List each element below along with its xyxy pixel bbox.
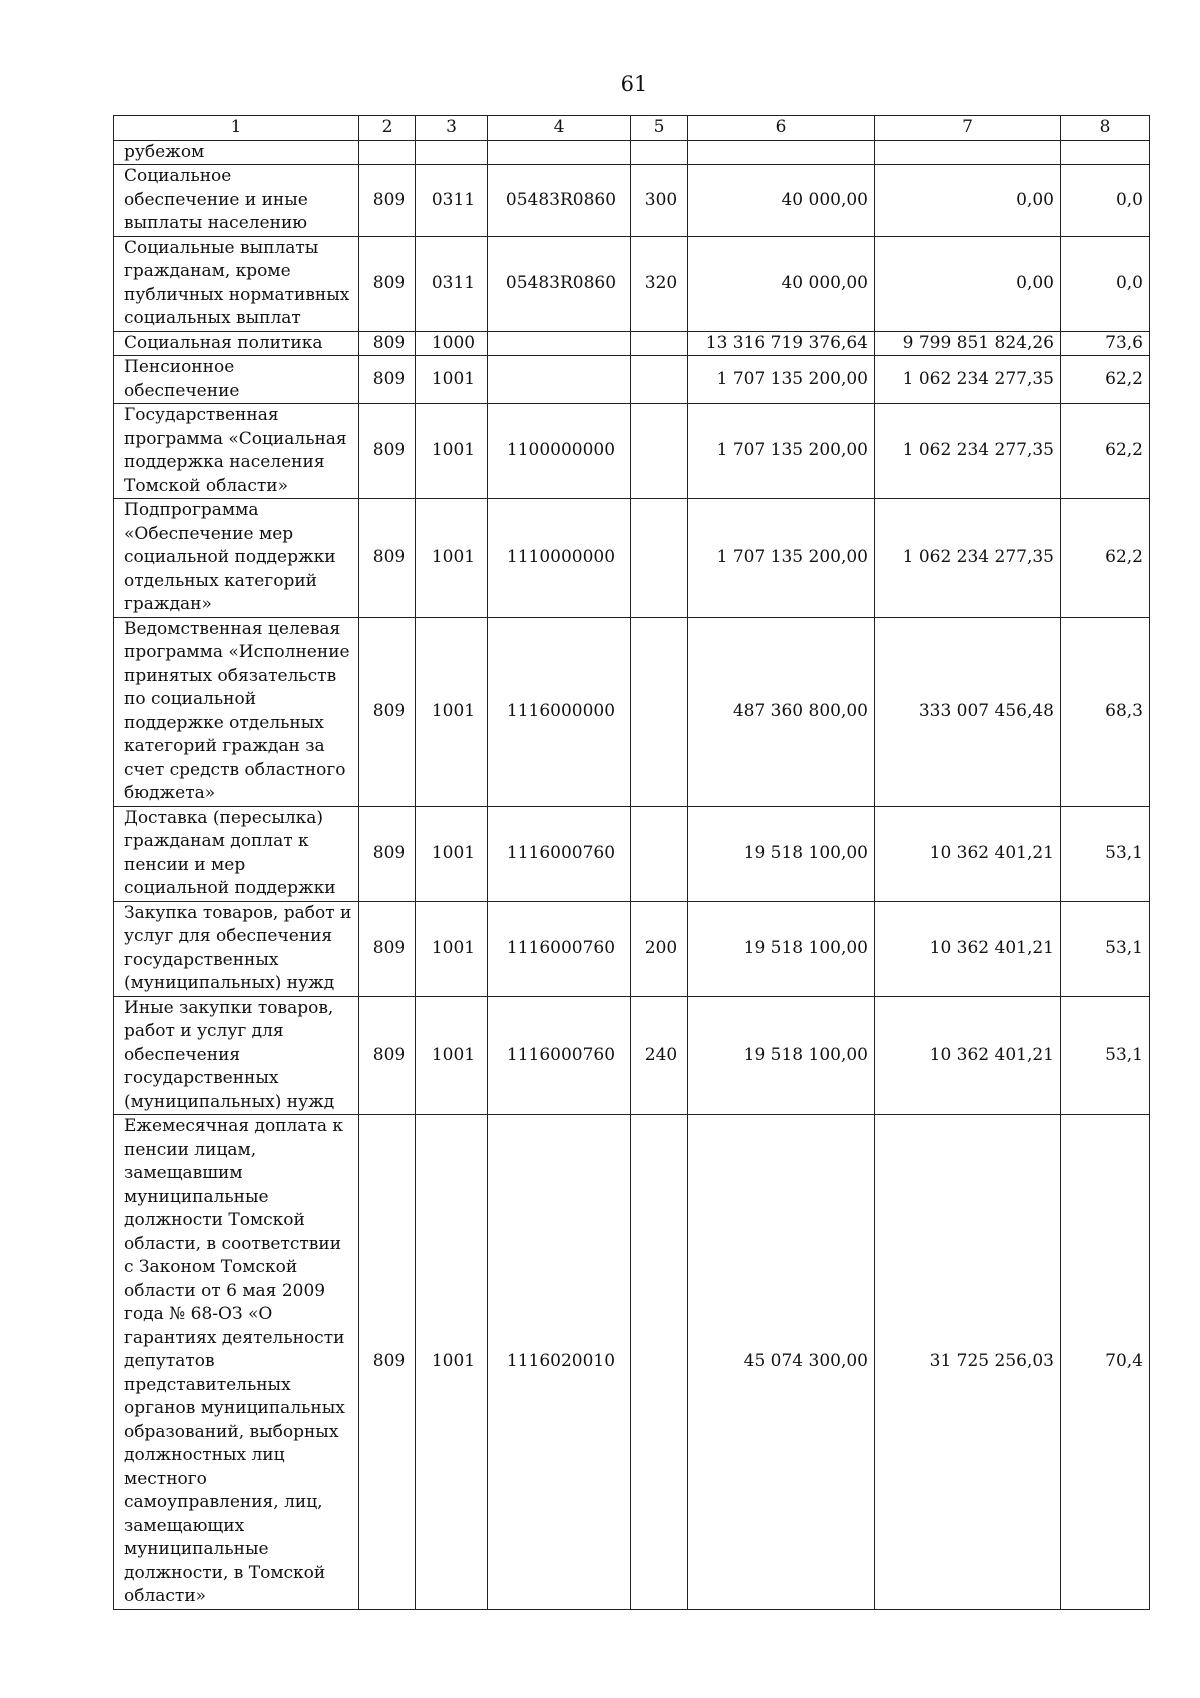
row-col-3: 1000	[416, 331, 488, 356]
row-name: рубежом	[114, 140, 359, 165]
row-col-4: 1116000760	[488, 996, 631, 1115]
row-col-7: 10 362 401,21	[875, 996, 1061, 1115]
row-col-2: 809	[359, 901, 416, 996]
row-col-3: 1001	[416, 1115, 488, 1610]
row-name: Доставка (пересылка) гражданам доплат к пенсии и мер социальной поддержки	[114, 806, 359, 901]
row-col-6	[688, 140, 875, 165]
row-col-4: 05483R0860	[488, 236, 631, 331]
row-col-2: 809	[359, 1115, 416, 1610]
header-cell-1: 1	[114, 116, 359, 141]
row-col-8: 62,2	[1061, 499, 1150, 618]
header-cell-6: 6	[688, 116, 875, 141]
row-name: Иные закупки товаров, работ и услуг для обеспечения государственных (муниципальных) нужд	[114, 996, 359, 1115]
table-row	[114, 331, 1150, 356]
row-col-8: 62,2	[1061, 356, 1150, 404]
row-col-8: 70,4	[1061, 1115, 1150, 1610]
table-row	[114, 901, 1150, 996]
row-col-8: 53,1	[1061, 901, 1150, 996]
row-col-7: 333 007 456,48	[875, 617, 1061, 806]
budget-table	[113, 115, 1150, 1610]
header-cell-7: 7	[875, 116, 1061, 141]
row-col-2: 809	[359, 996, 416, 1115]
row-col-2: 809	[359, 356, 416, 404]
row-name: Государственная программа «Социальная поддержка населения Томской области»	[114, 404, 359, 499]
row-col-4: 1100000000	[488, 404, 631, 499]
row-col-6: 40 000,00	[688, 236, 875, 331]
row-col-5: 300	[631, 165, 688, 237]
table-row	[114, 404, 1150, 499]
row-col-3: 1001	[416, 499, 488, 618]
row-name: Подпрограмма «Обеспечение мер социальной поддержки отдельных категорий граждан»	[114, 499, 359, 618]
row-col-5	[631, 356, 688, 404]
row-col-3: 0311	[416, 236, 488, 331]
row-col-2: 809	[359, 165, 416, 237]
header-cell-2: 2	[359, 116, 416, 141]
row-col-3: 1001	[416, 996, 488, 1115]
row-col-4: 1110000000	[488, 499, 631, 618]
table-row	[114, 806, 1150, 901]
table-row	[114, 236, 1150, 331]
row-name: Социальная политика	[114, 331, 359, 356]
row-col-2: 809	[359, 331, 416, 356]
row-col-3	[416, 140, 488, 165]
row-col-6: 40 000,00	[688, 165, 875, 237]
header-cell-3: 3	[416, 116, 488, 141]
row-col-6: 19 518 100,00	[688, 806, 875, 901]
row-col-6: 1 707 135 200,00	[688, 499, 875, 618]
row-col-5	[631, 1115, 688, 1610]
row-col-4	[488, 331, 631, 356]
row-col-5: 200	[631, 901, 688, 996]
row-col-7: 0,00	[875, 165, 1061, 237]
row-col-6: 45 074 300,00	[688, 1115, 875, 1610]
row-name: Социальное обеспечение и иные выплаты населению	[114, 165, 359, 237]
row-col-7: 1 062 234 277,35	[875, 404, 1061, 499]
row-col-5	[631, 404, 688, 499]
row-col-8: 53,1	[1061, 996, 1150, 1115]
row-col-4: 1116020010	[488, 1115, 631, 1610]
row-col-5	[631, 806, 688, 901]
row-col-5	[631, 617, 688, 806]
header-cell-4: 4	[488, 116, 631, 141]
row-col-2: 809	[359, 806, 416, 901]
row-col-5	[631, 499, 688, 618]
row-col-4: 1116000760	[488, 806, 631, 901]
row-col-4: 1116000000	[488, 617, 631, 806]
row-col-2: 809	[359, 617, 416, 806]
row-col-5	[631, 140, 688, 165]
row-col-7: 31 725 256,03	[875, 1115, 1061, 1610]
page-number: 61	[620, 72, 648, 96]
row-col-2: 809	[359, 499, 416, 618]
row-col-7: 1 062 234 277,35	[875, 499, 1061, 618]
row-col-5: 320	[631, 236, 688, 331]
row-col-4: 1116000760	[488, 901, 631, 996]
row-col-7: 1 062 234 277,35	[875, 356, 1061, 404]
row-name: Закупка товаров, работ и услуг для обеспечения государственных (муниципальных) нужд	[114, 901, 359, 996]
row-col-6: 19 518 100,00	[688, 996, 875, 1115]
row-col-6: 487 360 800,00	[688, 617, 875, 806]
row-col-8: 62,2	[1061, 404, 1150, 499]
header-cell-8: 8	[1061, 116, 1150, 141]
table-row	[114, 1115, 1150, 1610]
row-col-7: 9 799 851 824,26	[875, 331, 1061, 356]
row-name: Ежемесячная доплата к пенсии лицам, замещавшим муниципальные должности Томской области, в соответствии с Законом Томской области от 6 мая 2009 года № 68-ОЗ «О гарантиях деятельности депутатов представительных органов муниципальных образований, выборных должностных лиц местного самоуправления, лиц, замещающих муниципальные должности, в Томской области»	[114, 1115, 359, 1610]
table-row	[114, 499, 1150, 618]
row-col-7: 0,00	[875, 236, 1061, 331]
row-col-6: 19 518 100,00	[688, 901, 875, 996]
row-col-3: 1001	[416, 901, 488, 996]
row-name: Пенсионное обеспечение	[114, 356, 359, 404]
row-col-4	[488, 356, 631, 404]
table-row	[114, 356, 1150, 404]
row-col-8: 53,1	[1061, 806, 1150, 901]
row-col-8: 68,3	[1061, 617, 1150, 806]
row-name: Ведомственная целевая программа «Исполнение принятых обязательств по социальной поддержке отдельных категорий граждан за счет средств областного бюджета»	[114, 617, 359, 806]
row-col-3: 1001	[416, 806, 488, 901]
row-col-5	[631, 331, 688, 356]
row-col-6: 1 707 135 200,00	[688, 404, 875, 499]
row-col-5: 240	[631, 996, 688, 1115]
row-col-8: 73,6	[1061, 331, 1150, 356]
row-col-6: 1 707 135 200,00	[688, 356, 875, 404]
row-col-8: 0,0	[1061, 236, 1150, 331]
table-row	[114, 140, 1150, 165]
row-col-8	[1061, 140, 1150, 165]
row-col-2: 809	[359, 236, 416, 331]
row-col-3: 1001	[416, 356, 488, 404]
table-row	[114, 165, 1150, 237]
row-col-7: 10 362 401,21	[875, 901, 1061, 996]
header-cell-5: 5	[631, 116, 688, 141]
row-col-3: 0311	[416, 165, 488, 237]
row-name: Социальные выплаты гражданам, кроме публичных нормативных социальных выплат	[114, 236, 359, 331]
row-col-4: 05483R0860	[488, 165, 631, 237]
row-col-7: 10 362 401,21	[875, 806, 1061, 901]
table-row	[114, 996, 1150, 1115]
row-col-6: 13 316 719 376,64	[688, 331, 875, 356]
row-col-4	[488, 140, 631, 165]
row-col-2: 809	[359, 404, 416, 499]
row-col-3: 1001	[416, 617, 488, 806]
header-row	[114, 116, 1150, 141]
row-col-8: 0,0	[1061, 165, 1150, 237]
row-col-3: 1001	[416, 404, 488, 499]
row-col-7	[875, 140, 1061, 165]
table-row	[114, 617, 1150, 806]
row-col-2	[359, 140, 416, 165]
